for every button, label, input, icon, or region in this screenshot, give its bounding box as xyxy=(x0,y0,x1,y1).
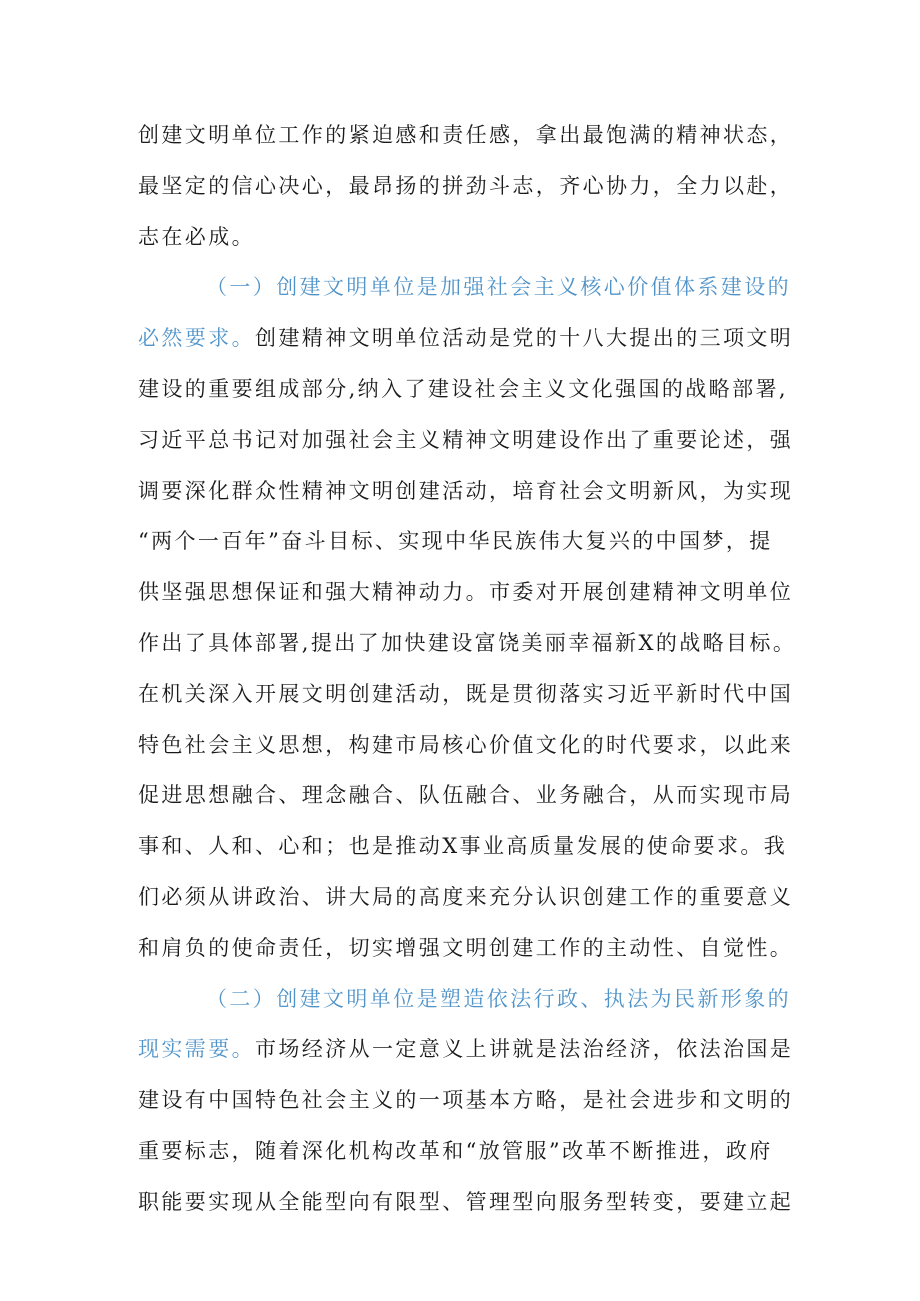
paragraph-line: 特色社会主义思想，构建市局核心价值文化的时代要求，以此来 xyxy=(138,732,794,757)
paragraph-line: 习近平总书记对加强社会主义精神文明建设作出了重要论述，强 xyxy=(138,427,794,452)
paragraph-line: 调要深化群众性精神文明创建活动，培育社会文明新风，为实现 xyxy=(138,478,794,503)
paragraph-line: 在机关深入开展文明创建活动，既是贯彻落实习近平新时代中国 xyxy=(138,681,794,706)
section-heading-1-end: 必然要求。 xyxy=(138,326,255,351)
paragraph-line: 事和、人和、心和；也是推动X事业高质量发展的使命要求。我 xyxy=(138,834,788,859)
paragraph-line: 志在必成。 xyxy=(138,224,255,249)
section-heading-2: （二）创建文明单位是塑造依法行政、执法为民新形象的 xyxy=(206,986,791,1011)
paragraph-line: 创建文明单位工作的紧迫感和责任感，拿出最饱满的精神状态， xyxy=(138,123,794,147)
section-2-text: 市场经济从一定意义上讲就是法治经济，依法治国是 xyxy=(255,1037,794,1062)
document-body xyxy=(138,110,797,1228)
section-heading-1: （一）创建文明单位是加强社会主义核心价值体系建设的 xyxy=(206,275,791,300)
paragraph-line: 作出了具体部署,提出了加快建设富饶美丽幸福新X的战略目标。 xyxy=(138,630,797,655)
paragraph-line: 建设有中国特色社会主义的一项基本方略，是社会进步和文明的 xyxy=(138,1088,794,1113)
paragraph-line: 重要标志，随着深化机构改革和“放管服”改革不断推进，政府 xyxy=(138,1138,773,1163)
section-heading-2-end: 现实需要。 xyxy=(138,1037,255,1062)
paragraph-line: 职能要实现从全能型向有限型、管理型向服务型转变，要建立起 xyxy=(138,1189,794,1214)
section-1-line xyxy=(138,313,794,364)
paragraph-line: 建设的重要组成部分,纳入了建设社会主义文化强国的战略部署, xyxy=(138,376,788,401)
paragraph-line: 供坚强思想保证和强大精神动力。市委对开展创建精神文明单位 xyxy=(138,580,794,605)
paragraph-line: “两个一百年”奋斗目标、实现中华民族伟大复兴的中国梦，提 xyxy=(138,529,773,554)
paragraph-line: 们必须从讲政治、讲大局的高度来充分认识创建工作的重要意义 xyxy=(138,884,794,909)
section-1-text: 创建精神文明单位活动是党的十八大提出的三项文明 xyxy=(255,326,794,351)
paragraph-line: 和肩负的使命责任，切实增强文明创建工作的主动性、自觉性。 xyxy=(138,935,794,960)
paragraph-line: 最坚定的信心决心，最昂扬的拼劲斗志，齐心协力，全力以赴， xyxy=(138,173,794,198)
section-2-line xyxy=(138,1024,794,1075)
paragraph-line: 促进思想融合、理念融合、队伍融合、业务融合，从而实现市局 xyxy=(138,783,794,808)
